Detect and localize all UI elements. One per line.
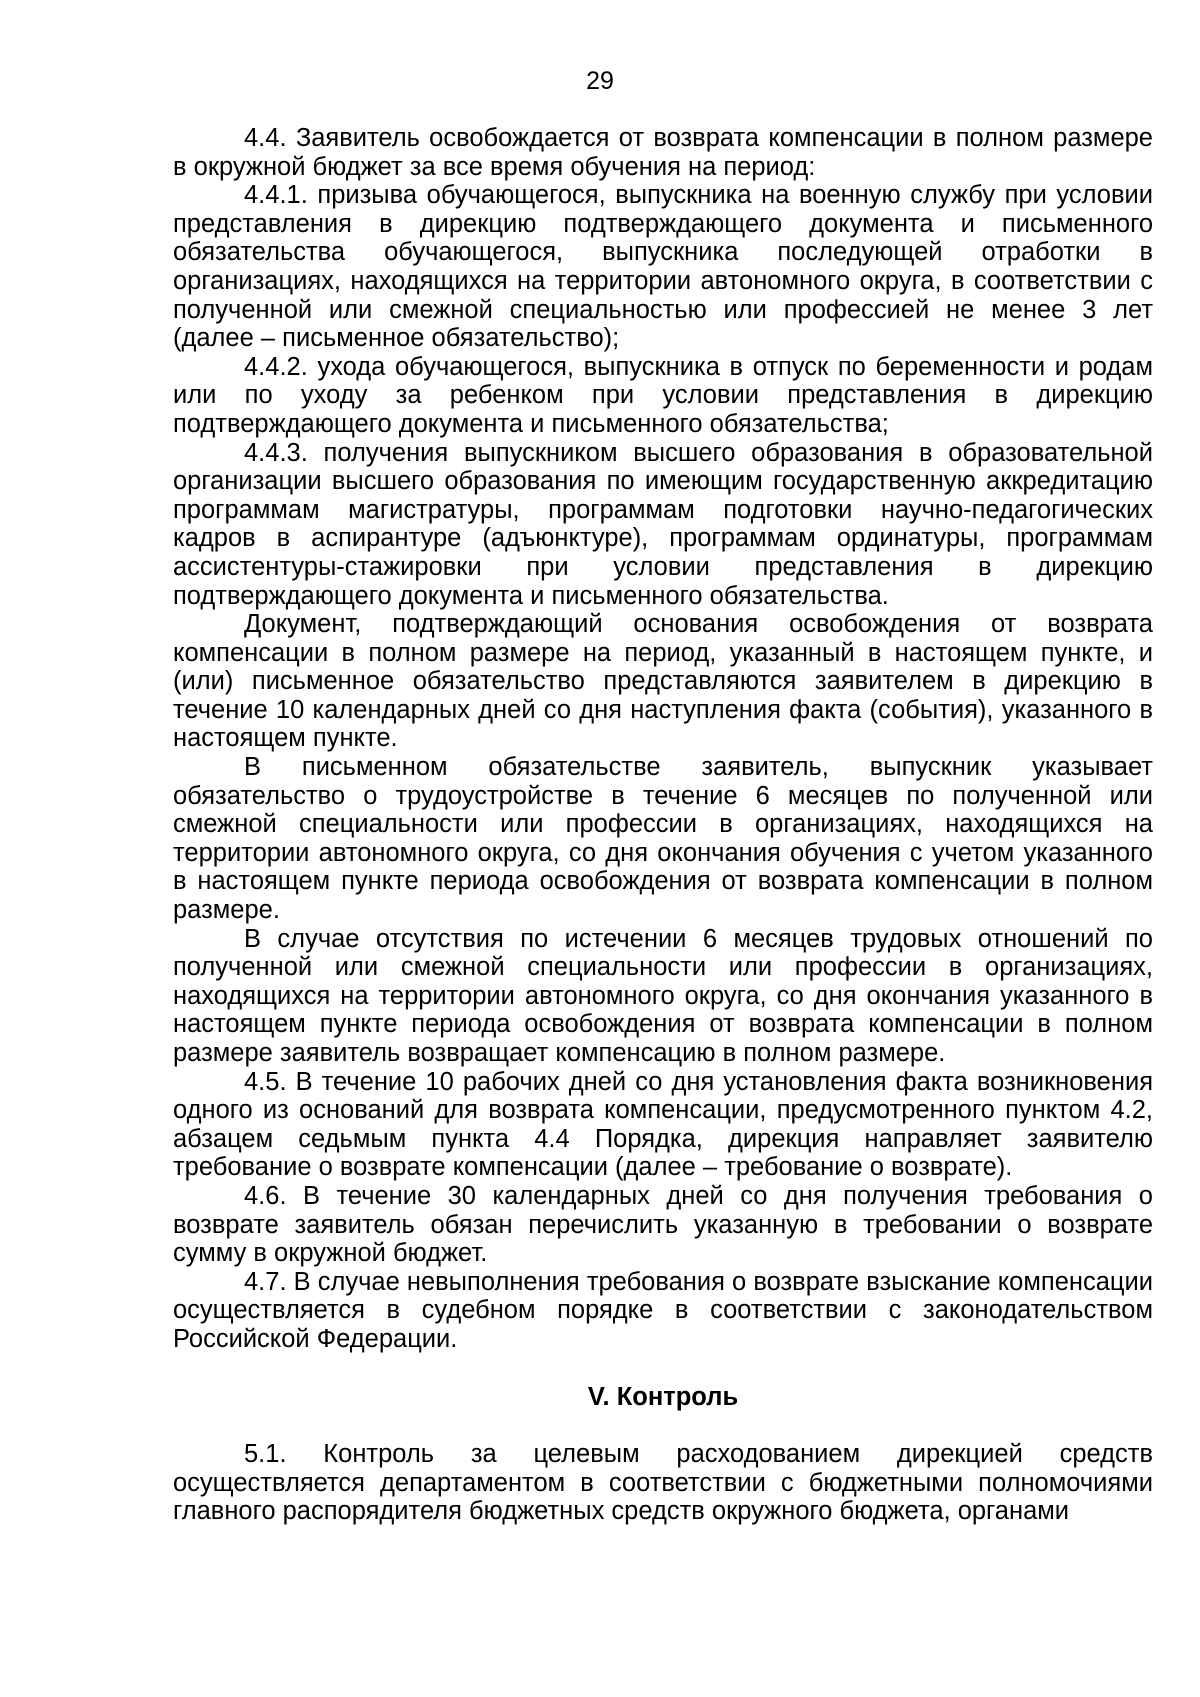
paragraph-4-5: 4.5. В течение 10 рабочих дней со дня установления факта возникновения одного из оснований для возврата компенсации, предусмотренного пунктом 4.2, абзацем седьмым пункта 4.4 Порядка, дирекция направляет заявителю требование о возврате компенсации (далее – требование о возврате).: [173, 1067, 1153, 1182]
paragraph-written-obligation: В письменном обязательстве заявитель, выпускник указывает обязательство о трудоустройстве в течение 6 месяцев по полученной или смежной специальности или профессии в организациях, находящихся на территории автономного округа, со дня окончания обучения с учетом указанного в настоящем пункте периода освобождения от возврата компенсации в полном размере.: [173, 753, 1153, 925]
section-heading: V. Контроль: [587, 1382, 739, 1411]
paragraph-document-submission: Документ, подтверждающий основания освобождения от возврата компенсации в полном размере на период, указанный в настоящем пункте, и (или) письменное обязательство представляются заявителем в дирекцию в течение 10 календарных дней со дня наступления факта (события), указанного в настоящем пункте.: [173, 610, 1153, 753]
paragraph-4-4-2: 4.4.2. ухода обучающегося, выпускника в отпуск по беременности и родам или по уходу за ребенком при условии представления в дирекцию подтверждающего документа и письменного обязательства;: [173, 352, 1153, 438]
paragraph-4-4-1: 4.4.1. призыва обучающегося, выпускника на военную службу при условии представления в дирекцию подтверждающего документа и письменного обязательства обучающегося, выпускника последующей отработки в организациях, находящихся на территории автономного округа, в соответствии с полученной или смежной специальностью или профессией не менее 3 лет (далее – письменное обязательство);: [173, 181, 1153, 353]
page-number: 29: [586, 67, 614, 95]
paragraph-4-4: 4.4. Заявитель освобождается от возврата компенсации в полном размере в окружной бюджет за все время обучения на период:: [173, 124, 1153, 181]
paragraph-5-1: 5.1. Контроль за целевым расходованием дирекцией средств осуществляется департаментом в соответствии с бюджетными полномочиями главного распорядителя бюджетных средств окружного бюджета, органами: [173, 1440, 1153, 1526]
document-body: [173, 124, 1153, 1526]
paragraph-4-4-3: 4.4.3. получения выпускником высшего образования в образовательной организации высшего образования по имеющим государственную аккредитацию программам магистратуры, программам подготовки научно-педагогических кадров в аспирантуре (адъюнктуре), программам ординатуры, программам ассистентуры-стажировки при условии представления в дирекцию подтверждающего документа и письменного обязательства.: [173, 438, 1153, 610]
paragraph-4-6: 4.6. В течение 30 календарных дней со дня получения требования о возврате заявитель обязан перечислить указанную в требовании о возврате сумму в окружной бюджет.: [173, 1181, 1153, 1268]
paragraph-no-employment: В случае отсутствия по истечении 6 месяцев трудовых отношений по полученной или смежной специальности или профессии в организациях, находящихся на территории автономного округа, со дня окончания указанного в настоящем пункте периода освобождения от возврата компенсации в полном размере заявитель возвращает компенсацию в полном размере.: [173, 924, 1153, 1067]
paragraph-4-7: 4.7. В случае невыполнения требования о возврате взыскание компенсации осуществляется в судебном порядке в соответствии с законодательством Российской Федерации.: [173, 1267, 1153, 1353]
